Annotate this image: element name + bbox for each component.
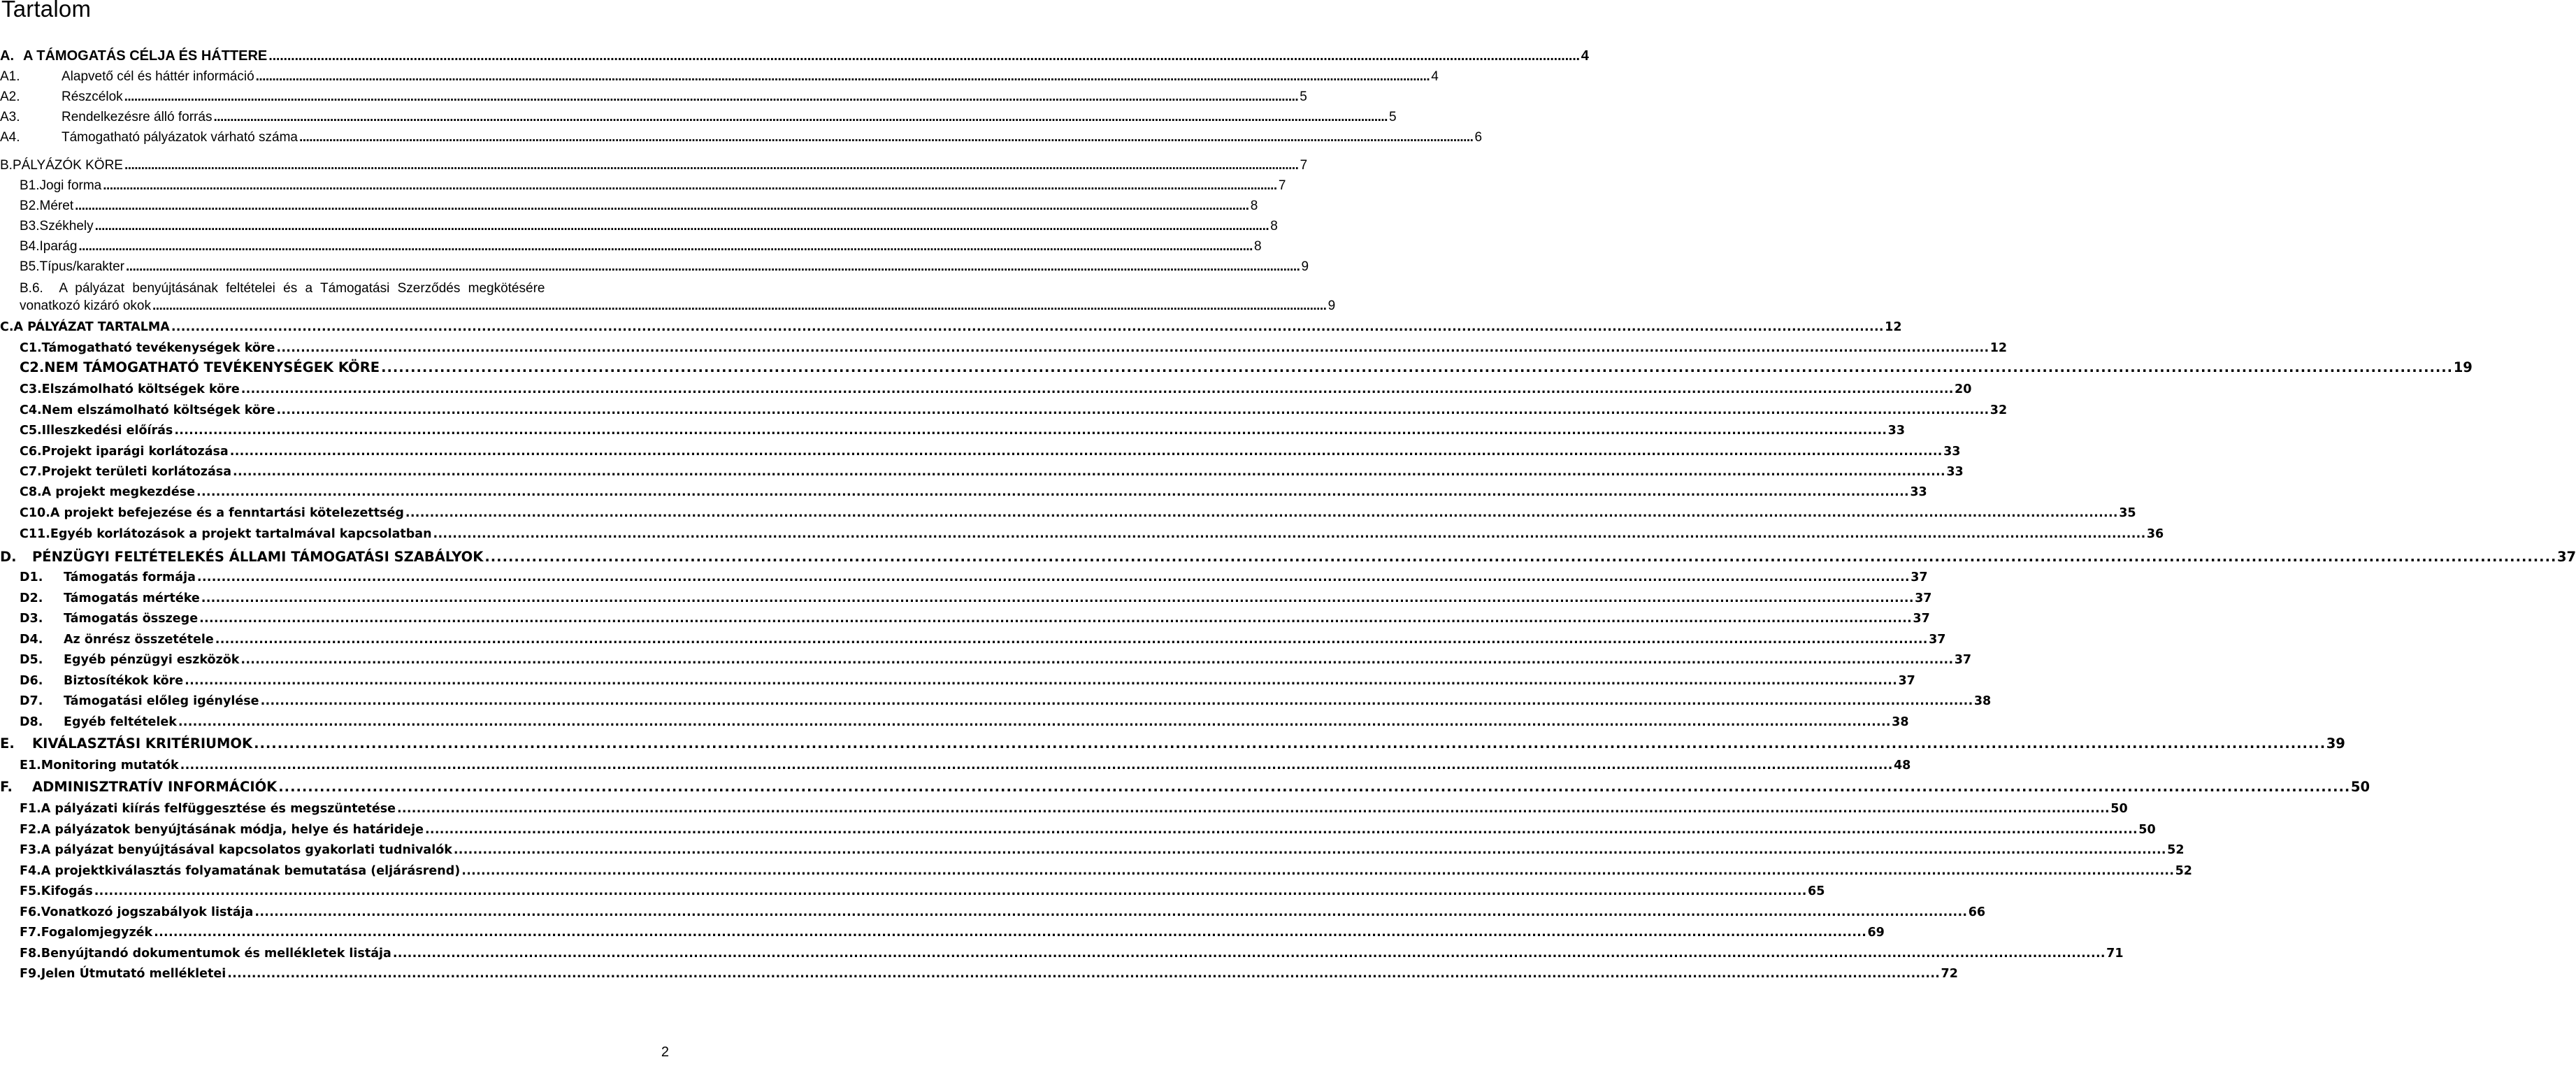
- toc-leader-dots: [454, 843, 2165, 857]
- toc-title: Kifogás: [41, 884, 93, 898]
- toc-number: B5.: [20, 259, 40, 274]
- toc-leader-dots: [124, 158, 1298, 173]
- toc-number: A2.: [0, 89, 20, 104]
- toc-number: C11.: [20, 527, 50, 541]
- toc-number: F7.: [20, 926, 41, 940]
- toc-number: C1.: [20, 341, 42, 355]
- toc-entry-c11[interactable]: [0, 527, 2164, 541]
- toc-number: A4.: [0, 130, 20, 145]
- toc-leader-dots: [233, 465, 1944, 479]
- toc-number: F2.: [20, 823, 41, 837]
- toc-entry-c2[interactable]: [0, 359, 2473, 375]
- toc-leader-dots: [78, 239, 1252, 254]
- toc-entry-c3[interactable]: [0, 382, 1972, 396]
- toc-leader-dots: [278, 779, 2349, 795]
- toc-leader-dots: [254, 736, 2324, 752]
- toc-leader-dots: [240, 653, 1952, 667]
- toc-page-number: 52: [2167, 843, 2185, 857]
- toc-leader-dots: [268, 48, 1578, 64]
- toc-leader-dots: [94, 884, 1806, 898]
- toc-leader-dots: [124, 89, 1298, 105]
- toc-entry-f3[interactable]: [0, 843, 2185, 857]
- toc-title: Projekt iparági korlátozása: [41, 445, 229, 459]
- toc-title: Támogatási előleg igénylése: [64, 694, 259, 708]
- toc-number: F8.: [20, 947, 41, 961]
- toc-title: A PÁLYÁZAT TARTALMA: [13, 320, 170, 334]
- toc-title: A pályázati kiírás felfüggesztése és megszüntetése: [41, 802, 396, 816]
- toc-title: NEM TÁMOGATHATÓ TEVÉKENYSÉGEK KÖRE: [44, 359, 380, 375]
- toc-page-number: 33: [1887, 424, 1906, 438]
- toc-number: C4.: [20, 403, 42, 417]
- toc-title: A pályázatok benyújtásának módja, helye és határideje: [41, 823, 424, 837]
- toc-title: Egyéb korlátozások a projekt tartalmával kapcsolatban: [50, 527, 432, 541]
- toc-leader-dots: [381, 360, 2452, 375]
- toc-leader-dots: [154, 926, 1865, 940]
- toc-entry-c8[interactable]: [0, 485, 1927, 499]
- toc-title: Egyéb feltételek: [64, 715, 177, 729]
- toc-leader-dots: [276, 403, 1987, 417]
- toc-entry-b4[interactable]: [0, 239, 1262, 254]
- toc-entry-d[interactable]: [0, 549, 2576, 565]
- toc-leader-dots: [484, 549, 2555, 565]
- toc-entry-c7[interactable]: [0, 465, 1964, 479]
- toc-title: Székhely: [39, 219, 94, 233]
- toc-leader-dots: [227, 967, 1938, 981]
- toc-page-number: 52: [2175, 864, 2192, 878]
- toc-number: E1.: [20, 759, 41, 772]
- toc-entry-d5[interactable]: [0, 653, 1972, 667]
- toc-title: Támogatás összege: [64, 612, 199, 626]
- toc-leader-dots: [180, 759, 1892, 772]
- toc-number: C3.: [20, 382, 42, 396]
- toc-title: Egyéb pénzügyi eszközök: [64, 653, 240, 667]
- toc-leader-dots: [152, 299, 1326, 314]
- toc-number: [1, 278, 545, 299]
- toc-leader-dots: [433, 527, 2145, 541]
- toc-title: Támogatás mértéke: [64, 591, 200, 605]
- toc-title: KIVÁLASZTÁSI KRITÉRIUMOK: [32, 735, 253, 752]
- toc-page-number: 33: [1946, 465, 1964, 479]
- toc-entry-f6[interactable]: [0, 905, 1986, 919]
- toc-entry-a1[interactable]: [0, 69, 1439, 85]
- toc-page-number: 50: [2110, 802, 2128, 816]
- toc-entry-b3[interactable]: [0, 219, 1278, 234]
- toc-title: A pályázat benyújtásával kapcsolatos gyakorlati tudnivalók: [41, 843, 452, 857]
- toc-leader-dots: [103, 178, 1276, 194]
- toc-leader-dots: [95, 219, 1269, 234]
- toc-page-number: 50: [2350, 779, 2370, 795]
- toc-page-number: 37: [1915, 591, 1932, 605]
- toc-page-number: 12: [1885, 320, 1902, 334]
- toc-title: Jelen Útmutató mellékletei: [41, 967, 226, 981]
- toc-page-number: 7: [1278, 178, 1286, 193]
- toc-title: A projektkiválasztás folyamatának bemutatása (eljárásrend): [41, 864, 461, 878]
- toc-page-number: 4: [1431, 69, 1439, 84]
- toc-page-number: 8: [1250, 199, 1258, 213]
- toc-entry-a4[interactable]: [0, 130, 1483, 145]
- toc-leader-dots: [201, 591, 1913, 605]
- toc-title: A projekt megkezdése: [41, 485, 195, 499]
- toc-number: F5.: [20, 884, 41, 898]
- toc-page-number: 37: [1911, 570, 1928, 584]
- toc-number: C8.: [20, 485, 42, 499]
- toc-number: F9.: [20, 967, 41, 981]
- toc-entry-e[interactable]: [0, 735, 2345, 752]
- toc-entry-b2[interactable]: [0, 199, 1258, 214]
- toc-leader-dots: [393, 947, 2104, 961]
- toc-number: E.: [0, 735, 15, 752]
- toc-entry-a[interactable]: [0, 48, 1589, 64]
- toc-entry-c1[interactable]: [0, 341, 2008, 355]
- toc-number: D4.: [20, 633, 43, 647]
- toc-page-number: 37: [2556, 549, 2576, 565]
- toc-leader-dots: [196, 485, 1908, 499]
- toc-leader-dots: [230, 445, 1941, 459]
- toc-number: B2.: [20, 199, 40, 213]
- toc-title: Jogi forma: [39, 178, 102, 193]
- toc-leader-dots: [276, 341, 1987, 355]
- toc-leader-dots: [299, 130, 1473, 145]
- toc-title-continued: vonatkozó kizáró okok: [20, 299, 151, 313]
- toc-entry-f5[interactable]: [0, 884, 1825, 898]
- toc-page-number: 32: [1989, 403, 2008, 417]
- toc-page-number: 9: [1301, 259, 1309, 274]
- toc-leader-dots: [397, 802, 2108, 816]
- toc-title: PÉNZÜGYI FELTÉTELEKÉS ÁLLAMI TÁMOGATÁSI SZABÁLYOK: [32, 549, 484, 565]
- toc-number: F4.: [20, 864, 41, 878]
- toc-leader-dots: [185, 674, 1896, 688]
- toc-leader-dots: [254, 905, 1966, 919]
- toc-page-number: 37: [1898, 674, 1915, 688]
- toc-leader-dots: [178, 715, 1890, 729]
- toc-title: A TÁMOGATÁS CÉLJA ÉS HÁTTERE: [23, 48, 268, 64]
- toc-entry-b[interactable]: [0, 158, 1308, 173]
- toc-page-number: 19: [2453, 359, 2473, 375]
- toc-title: Támogatható tevékenységek köre: [41, 341, 275, 355]
- toc-number: D3.: [20, 612, 43, 626]
- toc-page-number: 37: [1929, 633, 1946, 647]
- toc-entry-c[interactable]: [0, 320, 1902, 334]
- toc-page-number: 37: [1913, 612, 1930, 626]
- toc-page-number: 71: [2106, 947, 2124, 961]
- toc-page-number: 39: [2326, 735, 2345, 752]
- toc-entry-f4[interactable]: [0, 864, 2192, 878]
- toc-entry-c5[interactable]: [0, 424, 1906, 438]
- toc-entry-d2[interactable]: [0, 591, 1932, 605]
- toc-entry-a2[interactable]: [0, 89, 1307, 105]
- toc-number: B3.: [20, 219, 40, 233]
- toc-page-number: 5: [1300, 89, 1307, 104]
- toc-leader-dots: [215, 633, 1927, 647]
- toc-entry-f9[interactable]: [0, 967, 1958, 981]
- toc-number: D8.: [20, 715, 43, 729]
- toc-title: Támogatás formája: [64, 570, 196, 584]
- toc-number: C5.: [20, 424, 42, 438]
- toc-page-number: 38: [1892, 715, 1909, 729]
- toc-title: Méret: [39, 199, 74, 213]
- toc-page-number: 4: [1581, 48, 1589, 64]
- toc-entry-d1[interactable]: [0, 570, 1928, 584]
- toc-title: A pályázat benyújtásának feltételei és a Támogatási Szerződés megkötésére: [59, 281, 545, 296]
- toc-entry-d4[interactable]: [0, 633, 1946, 647]
- toc-entry-d6[interactable]: [0, 674, 1915, 688]
- toc-entry-line-2: [1, 299, 1336, 314]
- toc-number: F1.: [20, 802, 41, 816]
- toc-page-number: 72: [1941, 967, 1958, 981]
- toc-number: B4.: [20, 239, 40, 254]
- toc-page-number: 20: [1955, 382, 1972, 396]
- toc-page-number: 8: [1253, 239, 1262, 254]
- toc-number: A3.: [0, 110, 20, 124]
- toc-title: Illeszkedési előírás: [41, 424, 173, 438]
- toc-entry-a3[interactable]: [0, 110, 1397, 125]
- toc-page-number: 50: [2138, 823, 2156, 837]
- toc-leader-dots: [174, 424, 1885, 438]
- toc-title: Benyújtandó dokumentumok és mellékletek listája: [41, 947, 391, 961]
- toc-page-number: 48: [1893, 759, 1911, 772]
- toc-entry-f1[interactable]: [0, 802, 2128, 816]
- page-number: 2: [661, 1044, 669, 1060]
- toc-entry-f[interactable]: [0, 779, 2370, 795]
- toc-title: Típus/karakter: [39, 259, 124, 274]
- toc-entry-b1[interactable]: [0, 178, 1286, 194]
- toc-leader-dots: [171, 320, 1883, 334]
- toc-number: B.: [0, 158, 13, 173]
- toc-entry-d3[interactable]: [0, 612, 1930, 626]
- toc-leader-dots: [75, 199, 1249, 214]
- toc-number: F.: [0, 779, 13, 795]
- toc-title: Monitoring mutatók: [41, 759, 179, 772]
- toc-title: Részcélok: [62, 89, 123, 104]
- toc-leader-dots: [197, 570, 1908, 584]
- toc-title: PÁLYÁZÓK KÖRE: [12, 158, 123, 173]
- toc-entry-line-1: [1, 278, 670, 299]
- toc-entry-f7[interactable]: [0, 926, 1885, 940]
- toc-entry-c10[interactable]: [0, 506, 2136, 520]
- toc-page-number: 33: [1943, 445, 1961, 459]
- toc-page-number: 33: [1910, 485, 1927, 499]
- toc-entry-f8[interactable]: [0, 947, 2124, 961]
- toc-entry-b5[interactable]: [0, 259, 1309, 275]
- toc-page-number: 66: [1968, 905, 1986, 919]
- toc-leader-dots: [405, 506, 2117, 520]
- toc-page-number: 7: [1300, 158, 1308, 173]
- toc-page-number: 9: [1327, 299, 1336, 313]
- toc-entry-b6[interactable]: [1, 278, 1336, 314]
- toc-number: D2.: [20, 591, 43, 605]
- toc-number: A1.: [0, 69, 20, 84]
- toc-entry-d8[interactable]: [0, 715, 1909, 729]
- toc-number: D.: [0, 549, 17, 565]
- toc-number: D5.: [20, 653, 43, 667]
- toc-number: F6.: [20, 905, 41, 919]
- toc-page-number: 65: [1808, 884, 1825, 898]
- toc-page-number: 5: [1389, 110, 1397, 124]
- toc-number: D7.: [20, 694, 43, 708]
- toc-number: D1.: [20, 570, 43, 584]
- toc-number: A.: [0, 48, 14, 64]
- toc-page-number: 37: [1954, 653, 1972, 667]
- toc-title: Az önrész összetétele: [64, 633, 214, 647]
- toc-leader-dots: [199, 612, 1911, 626]
- toc-title: Projekt területi korlátozása: [41, 465, 231, 479]
- toc-number-text: B.6.: [20, 281, 43, 296]
- toc-entry-d7[interactable]: [0, 694, 1992, 708]
- toc-page-number: 38: [1973, 694, 1992, 708]
- toc-title: ADMINISZTRATÍV INFORMÁCIÓK: [32, 779, 278, 795]
- toc-title: Elszámolható költségek köre: [41, 382, 240, 396]
- toc-title: Fogalomjegyzék: [41, 926, 153, 940]
- toc-title: Vonatkozó jogszabályok listája: [41, 905, 254, 919]
- toc-entry-c4[interactable]: [0, 403, 2008, 417]
- toc-leader-dots: [256, 69, 1430, 85]
- toc-title: Alapvető cél és háttér információ: [62, 69, 254, 84]
- toc-title: Biztosítékok köre: [64, 674, 184, 688]
- toc-number: F3.: [20, 843, 41, 857]
- toc-leader-dots: [126, 259, 1300, 275]
- toc-number: C.: [0, 320, 14, 334]
- toc-number: C6.: [20, 445, 42, 459]
- toc-title: Iparág: [39, 239, 78, 254]
- toc-number: C10.: [20, 506, 50, 520]
- toc-page-number: 12: [1989, 341, 2008, 355]
- toc-page-number: 69: [1867, 926, 1885, 940]
- toc-leader-dots: [213, 110, 1387, 125]
- toc-leader-dots: [461, 864, 2173, 878]
- toc-leader-dots: [241, 382, 1952, 396]
- toc-page-number: 36: [2146, 527, 2164, 541]
- page-title: Tartalom: [1, 0, 92, 22]
- toc-number: C7.: [20, 465, 42, 479]
- toc-number: B1.: [20, 178, 40, 193]
- toc-number: D6.: [20, 674, 43, 688]
- toc-number: C2.: [20, 359, 45, 375]
- toc-page-number: 35: [2119, 506, 2136, 520]
- toc-entry-f2[interactable]: [0, 823, 2156, 837]
- toc-leader-dots: [261, 694, 1972, 708]
- toc-entry-e1[interactable]: [0, 759, 1911, 772]
- toc-title: Támogatható pályázatok várható száma: [62, 130, 298, 145]
- toc-entry-c6[interactable]: [0, 445, 1961, 459]
- toc-page-number: 8: [1270, 219, 1278, 233]
- toc-title: Nem elszámolható költségek köre: [41, 403, 275, 417]
- toc-leader-dots: [425, 823, 2136, 837]
- toc-title: A projekt befejezése és a fenntartási kötelezettség: [50, 506, 404, 520]
- toc-page-number: 6: [1474, 130, 1483, 145]
- toc-title: Rendelkezésre álló forrás: [62, 110, 213, 124]
